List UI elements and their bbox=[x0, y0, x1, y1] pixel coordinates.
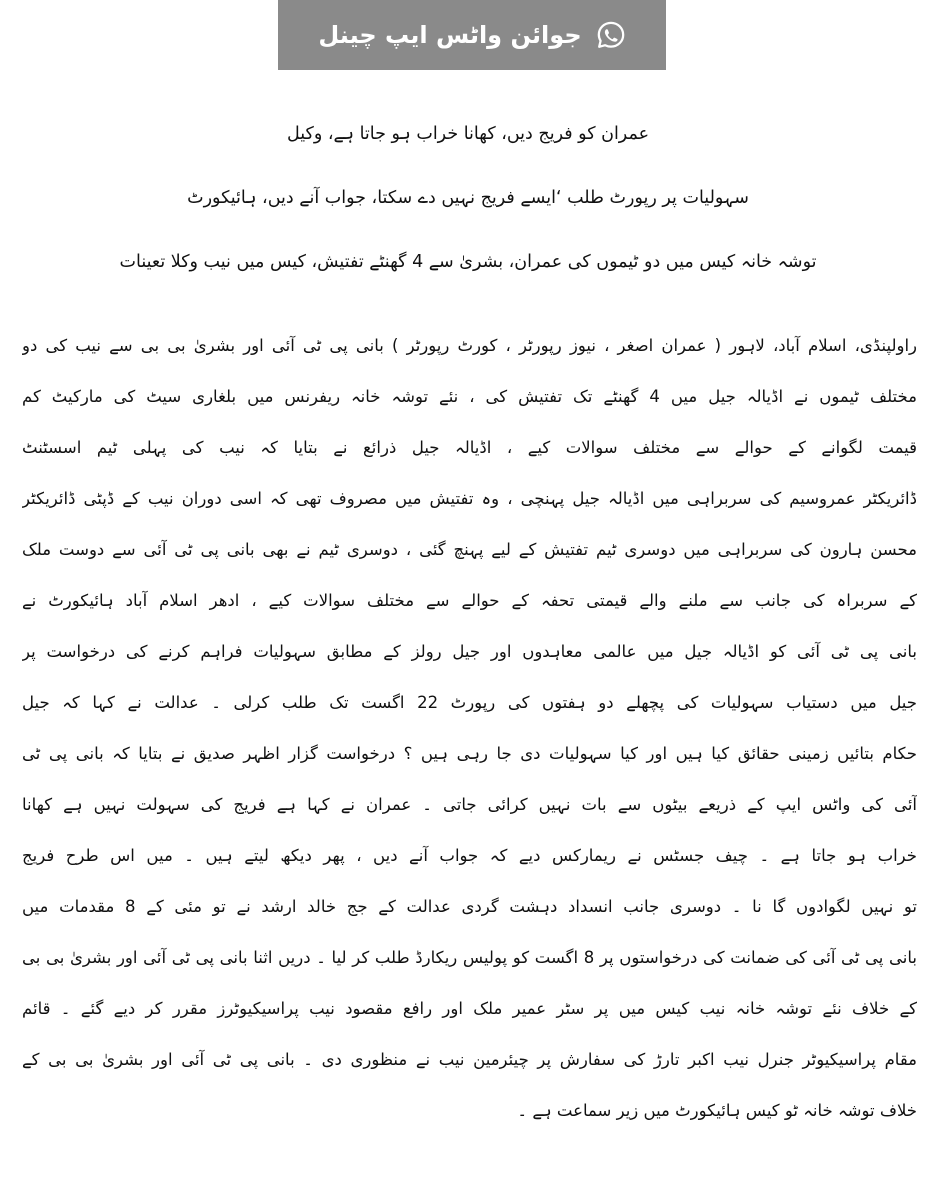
article-line: جیل میں دستیاب سہولیات کی پچھلے دو ہفتوں کی رپورٹ 22 اگست تک طلب کرلی ۔ عدالت نے کہا کہ جیل bbox=[22, 693, 917, 712]
headline-2: سہولیات پر رپورٹ طلب ‘ایسے فریج نہیں دے سکتا، جواب آنے دیں، ہائیکورٹ bbox=[187, 188, 749, 208]
article-line: آئی کی واٹس ایپ کے ذریعے بیٹوں سے بات نہیں کرائی جاتی ۔ عمران نے کہا ہے فریج کی سہولت نہیں ہے کھانا bbox=[22, 795, 917, 814]
article-body bbox=[22, 320, 917, 1136]
article-line: مقام پراسیکیوٹر جنرل نیب اکبر تارڑ کی سفارش پر چیئرمین نیب نے منظوری دی ۔ بانی پی ٹی آئی اور بشریٰ بی بی کے bbox=[22, 1050, 917, 1069]
whatsapp-icon bbox=[596, 20, 626, 50]
headline-3: توشہ خانہ کیس میں دو ٹیموں کی عمران، بشریٰ سے 4 گھنٹے تفتیش، کیس میں نیب وکلا تعینات bbox=[119, 252, 817, 272]
join-whatsapp-channel-button[interactable] bbox=[278, 0, 666, 70]
article-line: قیمت لگوانے کے حوالے سے مختلف سوالات کیے ، اڈیالہ جیل ذرائع نے بتایا کہ نیب کی پہلی ٹیم اسسٹنٹ bbox=[22, 438, 917, 457]
article-line: حکام بتائیں زمینی حقائق کیا ہیں اور کیا سہولیات دی جا رہی ہیں ؟ درخواست گزار اظہر صدیق نے بتایا کہ بانی پی ٹی bbox=[22, 744, 917, 763]
article-line: کے خلاف نئے توشہ خانہ نیب کیس میں پر سٹر عمیر ملک اور رافع مقصود نیب پراسیکیوٹرز مقرر کر دیے گئے ۔ قائم bbox=[22, 999, 917, 1018]
article-line: ڈائریکٹر عمروسیم کی سربراہی میں اڈیالہ جیل پہنچی ، وہ تفتیش میں مصروف تھی کہ اسی دوران نیب کے ڈپٹی ڈائریکٹر bbox=[22, 489, 917, 508]
article-line: کے سربراہ کی جانب سے ملنے والے قیمتی تحفہ کے حوالے سے مختلف سوالات کیے ، ادھر اسلام آباد ہائیکورٹ نے bbox=[22, 591, 917, 610]
article-line: بانی پی ٹی آئی کو اڈیالہ جیل میں عالمی معاہدوں اور جیل رولز کے مطابق سہولیات فراہم کرنے کی درخواست پر bbox=[22, 642, 917, 661]
article-line: مختلف ٹیموں نے اڈیالہ جیل میں 4 گھنٹے تک تفتیش کی ، نئے توشہ خانہ ریفرنس میں بلغاری سیٹ کی مارکیٹ کم bbox=[22, 387, 917, 406]
article-line: خراب ہو جاتا ہے ۔ چیف جسٹس نے ریمارکس دیے کہ جواب آنے دیں ، پھر دیکھ لیتے ہیں ۔ میں اس طرح فریج bbox=[22, 846, 917, 865]
article-line: تو نہیں لگوادوں گا نا ۔ دوسری جانب انسداد دہشت گردی عدالت کے جج خالد ارشد نے تو مئی کے 8 مقدمات میں bbox=[22, 897, 917, 916]
join-channel-label: جوائن واٹس ایپ چینل bbox=[318, 21, 582, 49]
article-line: محسن ہارون کی سربراہی میں دوسری ٹیم تفتیش کے لیے پہنچ گئی ، دوسری ٹیم نے بھی بانی پی ٹی آئی سے دوست ملک bbox=[22, 540, 917, 559]
headlines-block bbox=[60, 102, 876, 294]
article-line: خلاف توشہ خانہ ٹو کیس ہائیکورٹ میں زیر سماعت ہے ۔ bbox=[517, 1101, 917, 1120]
headline-1: عمران کو فریج دیں، کھانا خراب ہو جاتا ہے، وکیل bbox=[286, 124, 650, 144]
article-line: بانی پی ٹی آئی کی ضمانت کی درخواستوں پر 8 اگست کو پولیس ریکارڈ طلب کر لیا ۔ دریں اثنا بانی پی ٹی آئی اور بشریٰ بی بی bbox=[22, 948, 917, 967]
article-line: راولپنڈی، اسلام آباد، لاہور ( عمران اصغر ، نیوز رپورٹر ، کورٹ رپورٹر ) بانی پی ٹی آئی اور بشریٰ بی بی سے نیب کی دو bbox=[22, 336, 917, 355]
